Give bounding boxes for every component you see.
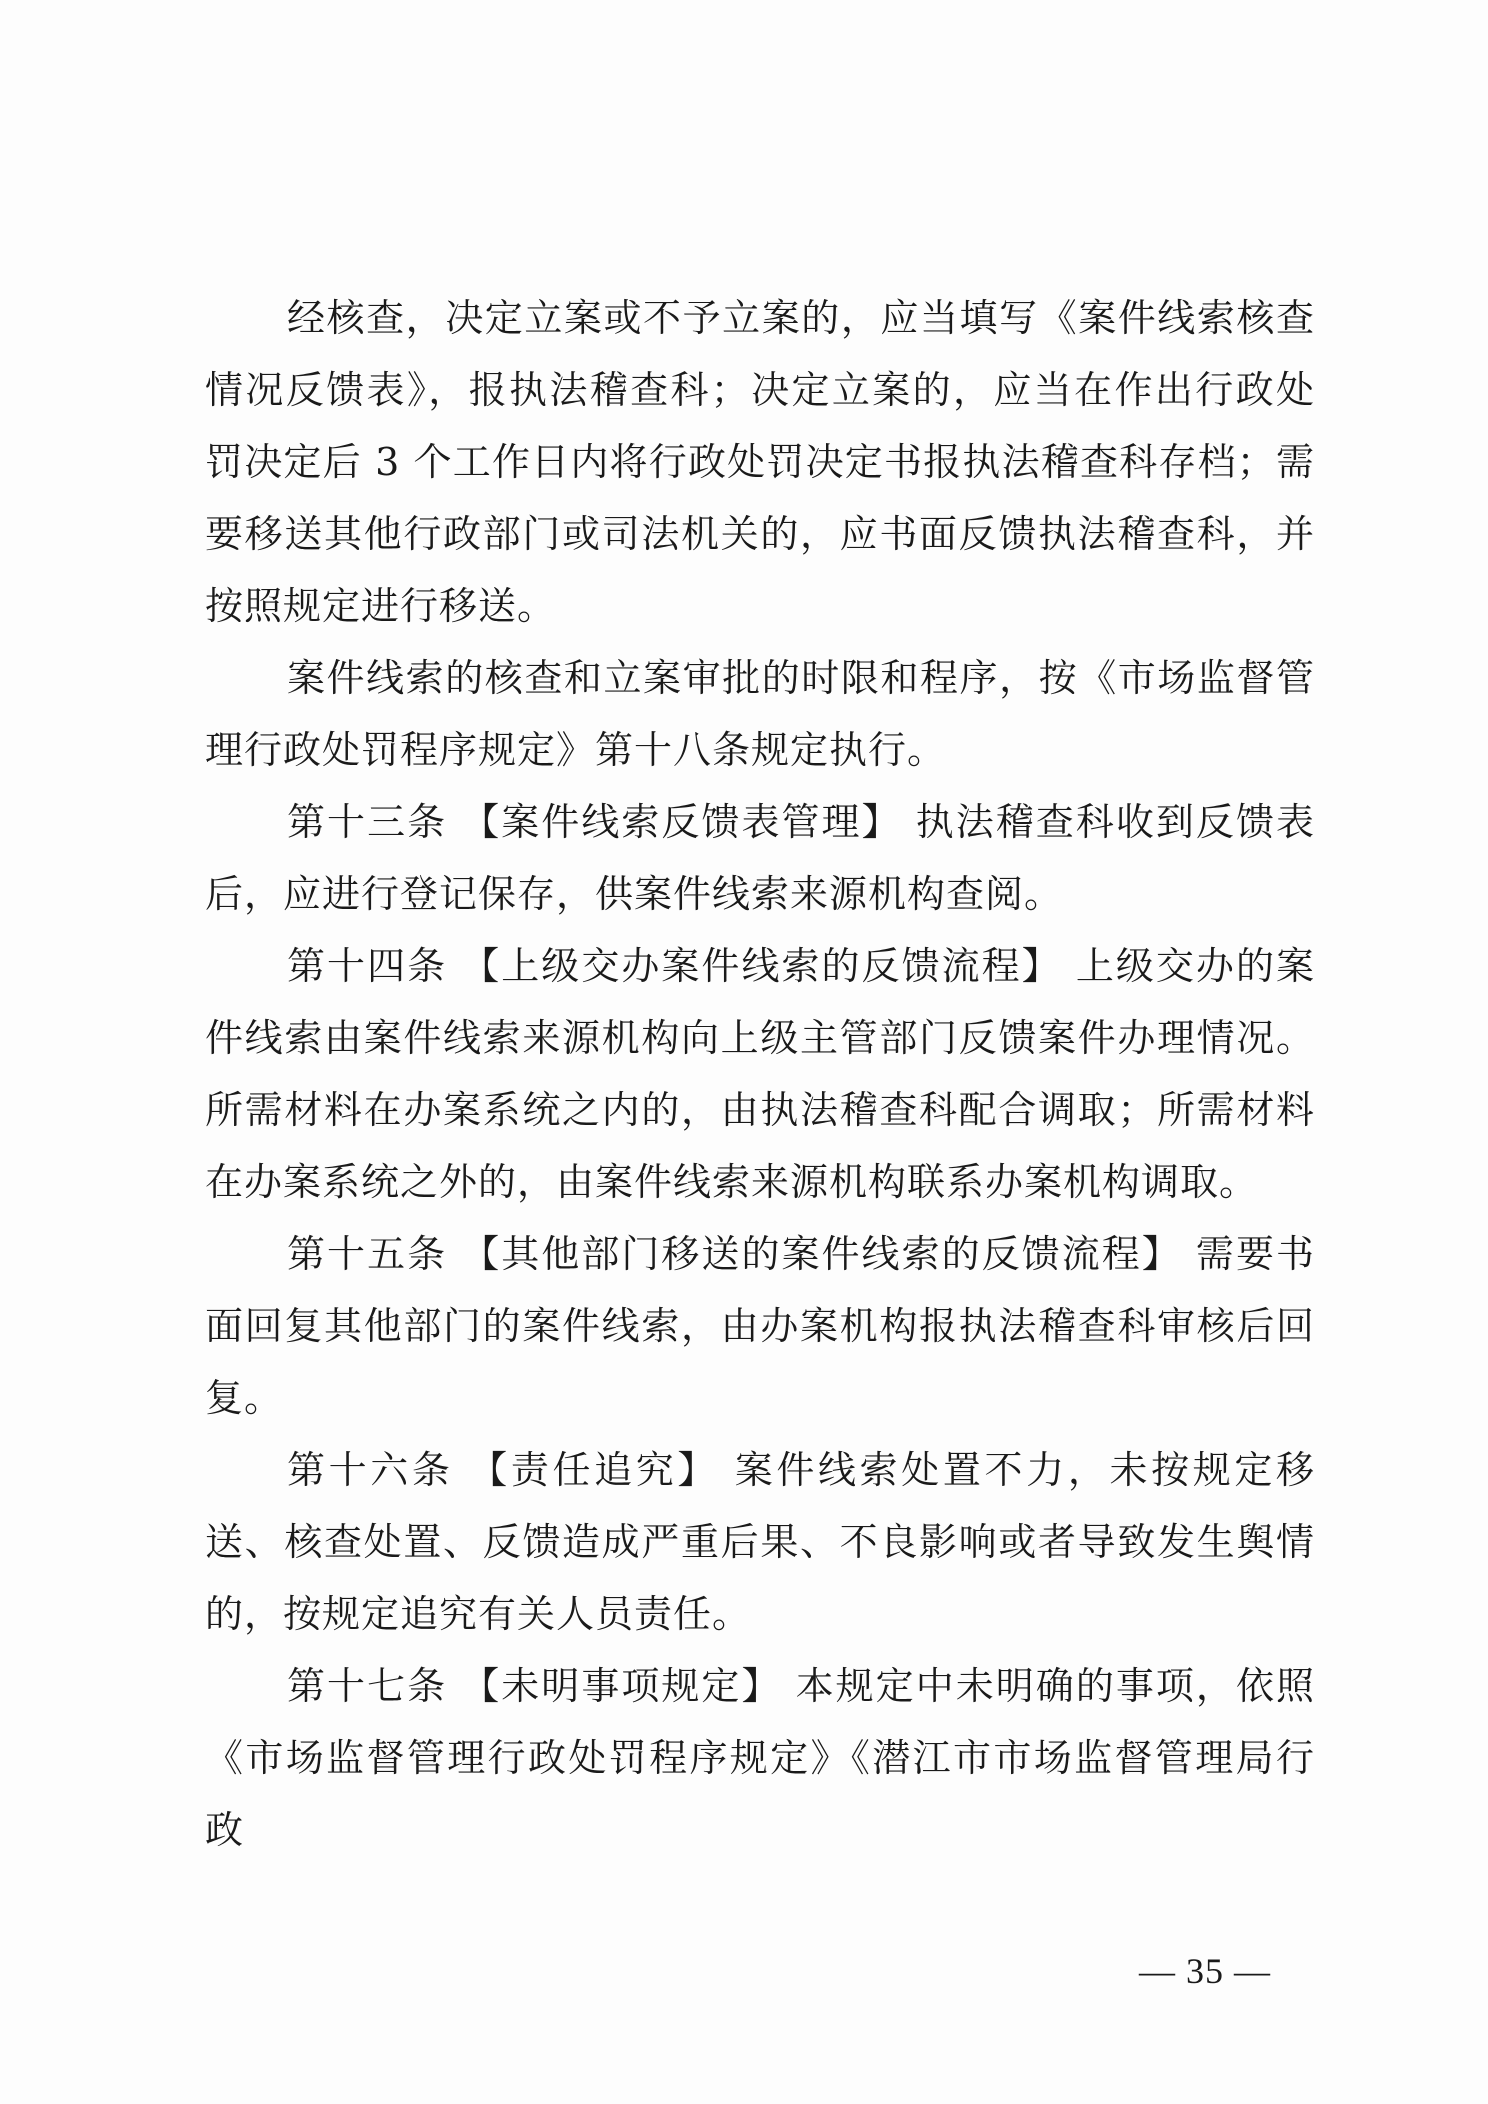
article-13: 第十三条 【案件线索反馈表管理】 执法稽查科收到反馈表后，应进行登记保存，供案件线索来源机构查阅。 <box>205 800 1315 916</box>
body-text <box>205 282 1315 1866</box>
page-number: — 35 — <box>1139 1951 1271 1991</box>
paragraph-case-review-result: 经核查，决定立案或不予立案的，应当填写《案件线索核查情况反馈表》，报执法稽查科；决定立案的，应当在作出行政处罚决定后 3 个工作日内将行政处罚决定书报执法稽查科存档；需要移送其他行政部门或司法机关的，应书面反馈执法稽查科，并按照规定进行移送。 <box>205 296 1315 628</box>
article-14: 第十四条 【上级交办案件线索的反馈流程】 上级交办的案件线索由案件线索来源机构向上级主管部门反馈案件办理情况。所需材料在办案系统之内的，由执法稽查科配合调取；所需材料在办案系统之外的，由案件线索来源机构联系办案机构调取。 <box>205 944 1315 1204</box>
article-16: 第十六条 【责任追究】 案件线索处置不力，未按规定移送、核查处置、反馈造成严重后果、不良影响或者导致发生舆情的，按规定追究有关人员责任。 <box>205 1448 1315 1636</box>
article-17: 第十七条 【未明事项规定】 本规定中未明确的事项，依照《市场监督管理行政处罚程序规定》《潜江市市场监督管理局行政 <box>205 1664 1315 1852</box>
paragraph-time-limit: 案件线索的核查和立案审批的时限和程序，按《市场监督管理行政处罚程序规定》第十八条规定执行。 <box>205 656 1315 772</box>
article-15: 第十五条 【其他部门移送的案件线索的反馈流程】 需要书面回复其他部门的案件线索，由办案机构报执法稽查科审核后回复。 <box>205 1232 1315 1420</box>
